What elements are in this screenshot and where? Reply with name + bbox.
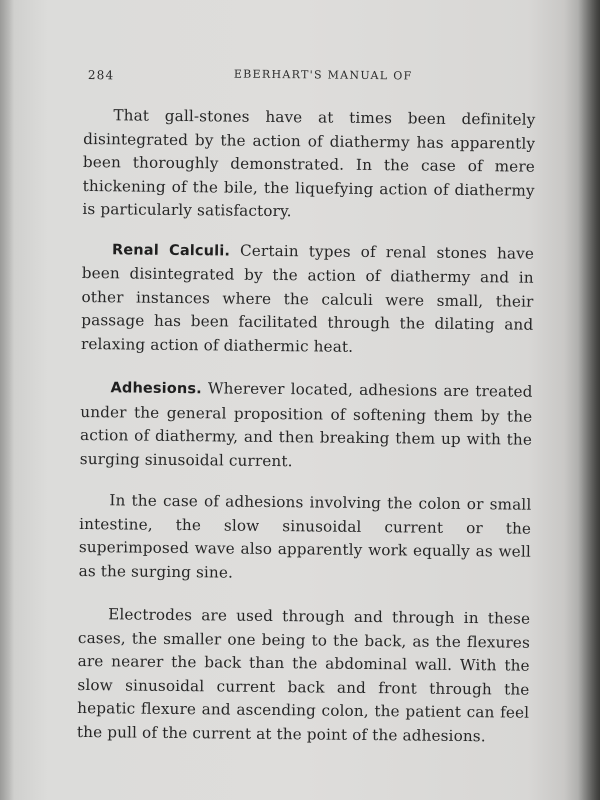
- paragraph-text: Certain types of renal stones have been disintegrated by the action of diathermy and in other instances where the calculi were small, their passage has been facilitated through the dilating and relaxing action of diathermic heat.: [80, 241, 535, 356]
- book-spine-shadow: [0, 0, 14, 800]
- paragraph-adhesions: [80, 376, 533, 476]
- page-content: [77, 62, 536, 767]
- running-head: [84, 62, 536, 89]
- paragraph-renal-calculi: [81, 237, 534, 360]
- section-term-adhesions: Adhesions.: [110, 380, 202, 398]
- paragraph-text: Wherever located, adhesions are treated under the general proposition of softening them by the action of diathermy, and then breaking them up with the surging sinusoidal current.: [79, 379, 533, 470]
- paragraph-colon-intestine: [79, 489, 532, 588]
- body-text: [77, 104, 536, 749]
- paragraph-text: In the case of adhesions involving the colon or small intestine, the slow sinusoidal current or the superimposed wave also apparently work equally as well as the surging sine.: [78, 491, 532, 582]
- section-term-renal-calculi: Renal Calculi.: [111, 241, 231, 260]
- page-number: 284: [87, 68, 115, 83]
- running-title: EBERHART'S MANUAL OF: [233, 67, 413, 83]
- paragraph-text: That gall-stones have at times been definitely disintegrated by the action of diathermy has apparently been thoroughly demonstrated. In the case of mere thickening of the bile, the liquefying action of diathermy is particularly satisfactory.: [82, 106, 536, 221]
- page-edge-shadow: [578, 0, 600, 800]
- paragraph-gall-stones: [82, 104, 535, 226]
- paragraph-electrodes: [77, 603, 530, 749]
- paragraph-text: Electrodes are used through and through in these cases, the smaller one being to the back, as the flexures are nearer the back than the abdominal wall. With the slow sinusoidal current back and front through the hepatic flexure and ascending colon, the patient can feel the pull of the current at the point of the adhesions.: [76, 605, 531, 745]
